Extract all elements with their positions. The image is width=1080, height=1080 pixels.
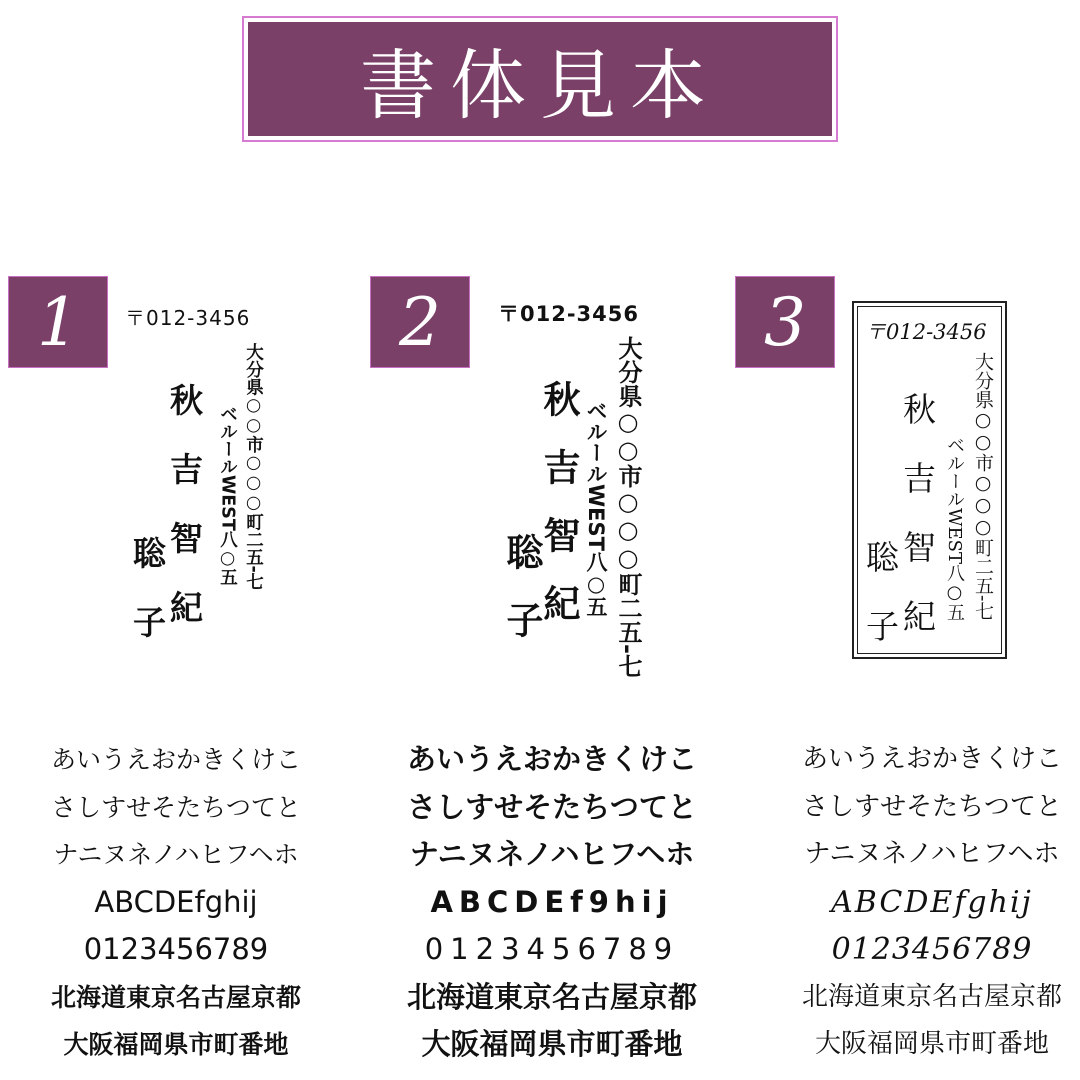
specimen-line: 大阪福岡県市町番地 (421, 1027, 683, 1061)
specimen-line: あいうえおかきくけこ (406, 742, 697, 776)
specimen-line: ABCDEf9hij (430, 884, 674, 919)
specimen-line: あいうえおかきくけこ (801, 744, 1062, 774)
recipient-name-1: 秋吉智紀 (165, 383, 204, 659)
specimen-line: 北海道東京名古屋京都 (50, 982, 301, 1012)
specimen-line: 0123456789 (424, 932, 680, 966)
title-banner (242, 16, 838, 142)
recipient-name-1: 秋吉智紀 (898, 392, 937, 668)
font-specimen-1 (6, 736, 346, 1069)
page-title: 書体見本 (248, 22, 832, 136)
sample-number-2: 2 (370, 276, 470, 368)
specimen-line: ABCDEfghij (94, 884, 258, 919)
recipient-name-2: 聡子 (128, 536, 167, 674)
address-line-2: ベルールWEST八○五 (584, 400, 608, 617)
recipient-name-2: 聡子 (500, 533, 543, 669)
specimen-line: 大阪福岡県市町番地 (814, 1029, 1049, 1059)
specimen-line: 北海道東京名古屋京都 (406, 979, 697, 1014)
sample-number-3: 3 (735, 276, 835, 368)
postal-code: 〒012-3456 (125, 306, 251, 330)
address-line-1: 大分県○○市○○○町二五-七 (972, 352, 994, 621)
specimen-line: 北海道東京名古屋京都 (801, 981, 1062, 1012)
specimen-line: ABCDEfghij (831, 884, 1033, 920)
address-line-1: 大分県○○市○○○町二五-七 (614, 336, 642, 678)
specimen-line: あいうえおかきくけこ (50, 745, 301, 774)
address-line-1: 大分県○○市○○○町二五-七 (243, 343, 264, 591)
postal-code: 〒012-3456 (498, 302, 639, 326)
postal-code: 〒012-3456 (865, 320, 987, 344)
font-specimen-2 (382, 736, 722, 1069)
specimen-line: さしすせそたちつてと (51, 792, 301, 822)
recipient-name-1: 秋吉智紀 (537, 380, 580, 652)
specimen-line: ナニヌネノハヒフヘホ (53, 840, 299, 869)
specimen-line: 0123456789 (83, 932, 269, 966)
address-line-2: ベルールWEST八○五 (217, 405, 238, 586)
specimen-line: さしすせそたちつてと (407, 789, 697, 824)
specimen-line: ナニヌネノハヒフヘホ (804, 839, 1060, 869)
specimen-line: さしすせそたちつてと (802, 791, 1062, 822)
recipient-name-2: 聡子 (861, 540, 900, 678)
specimen-line: 0123456789 (831, 932, 1033, 967)
specimen-line: 大阪福岡県市町番地 (63, 1030, 289, 1059)
font-specimen-3 (762, 736, 1080, 1069)
address-line-2: ベルールWEST八○五 (944, 436, 965, 621)
specimen-line: ナニヌネノハヒフヘホ (409, 837, 695, 871)
sample-number-1: 1 (8, 276, 108, 368)
